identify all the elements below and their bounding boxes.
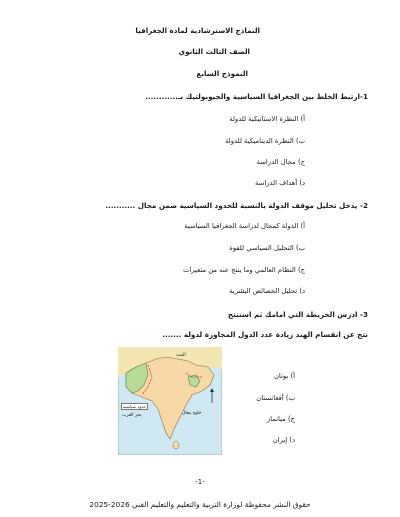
map-label-bay-of-bengal: خليج بنغال xyxy=(182,411,202,416)
question-1-option-a[interactable]: أ) النظرة الاستاتيكية للدولة xyxy=(229,115,305,123)
question-3-option-a[interactable]: أ) بوتان xyxy=(273,372,295,380)
question-3-option-c[interactable]: ج) ميانمار xyxy=(266,415,295,423)
question-1-option-d[interactable]: د) أهداف الدراسة xyxy=(254,179,305,187)
grade-label: الصف الثالث الثانوي xyxy=(178,47,250,56)
question-2-option-a[interactable]: أ) الدولة كمجال لدراسة الجغرافيا السياسية xyxy=(184,222,305,230)
question-2-option-c[interactable]: ج) النظام العالمي وما ينتج عنه من متغيرات xyxy=(182,266,305,274)
map-legend: حدود سياسية xyxy=(123,404,147,409)
question-3: 3- ادرس الخريطة التي امامك ثم استنتج xyxy=(227,310,368,319)
map-label-tibet: التبت xyxy=(176,353,186,358)
map-label-arabian-sea: بحر العرب xyxy=(122,413,142,418)
document-title: النماذج الاسترشادية لمادة الجغرافيا xyxy=(135,26,260,35)
question-1-option-c[interactable]: ج) مجال الدراسة xyxy=(256,158,305,166)
copyright-footer: حقوق النشر محفوظة لوزارة التربية والتعليم والتعليم الفني 2026-2025 xyxy=(89,500,311,509)
question-3-option-b[interactable]: ب) أفغانستان xyxy=(256,394,295,402)
model-label: النموذج السابع xyxy=(196,69,248,78)
page-number: -1- xyxy=(195,478,205,486)
question-3-option-d[interactable]: د) إيران xyxy=(272,436,295,444)
question-1-option-b[interactable]: ب) النظرة الديناميكية للدولة xyxy=(225,137,305,145)
question-2-option-b[interactable]: ب) التحليل السياسي للقوة xyxy=(229,244,305,252)
question-3-prompt: نتج عن انقسام الهند زيادة عدد الدول المجاورة لدولة ....... xyxy=(162,330,368,339)
question-2-option-d[interactable]: د) تحليل الخصائص البشرية xyxy=(229,287,305,295)
india-partition-map xyxy=(118,347,222,455)
map-graphic xyxy=(118,347,222,455)
question-1: 1-ارتبط الخلط بين الجغرافيا السياسية والجيوبولتيك بـ............ xyxy=(145,92,368,101)
question-2: 2- يدخل تحليل موقف الدولة بالنسبة للحدود السياسية ضمن مجال ........... xyxy=(105,201,368,210)
